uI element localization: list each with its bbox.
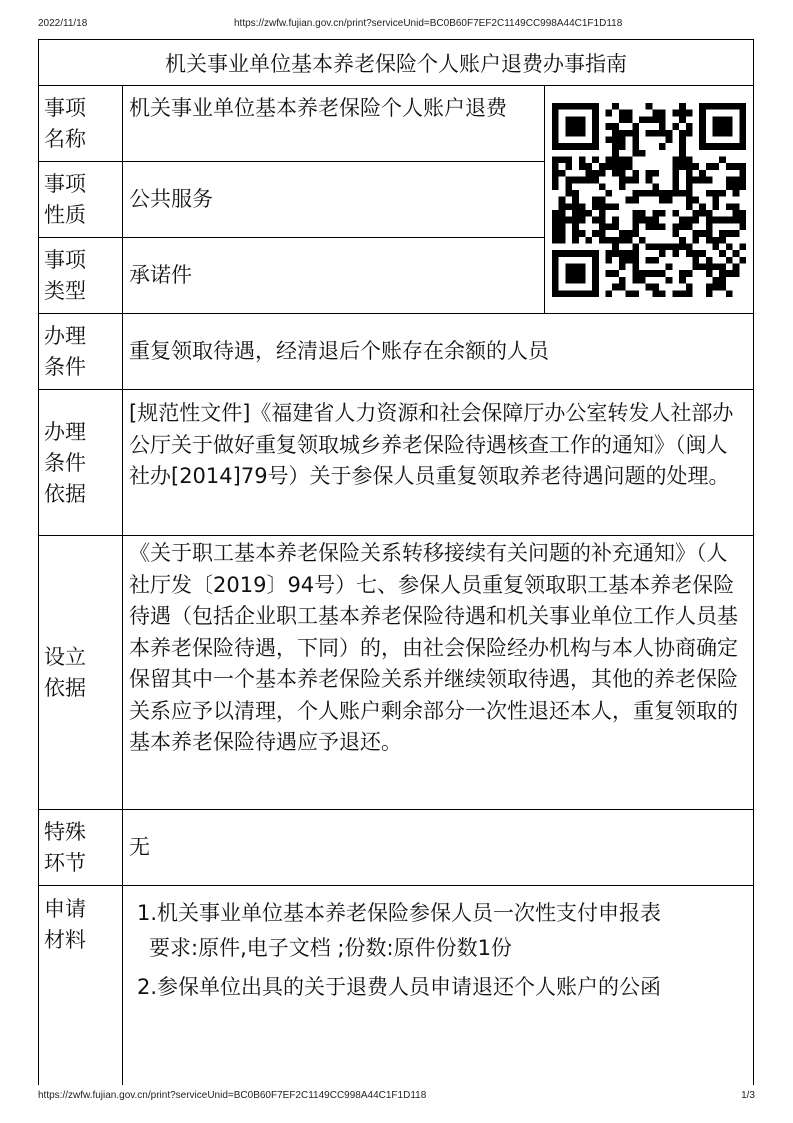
- row-label-condition: 办理条件: [39, 314, 123, 390]
- qr-code-cell: [544, 86, 753, 314]
- print-footer: [38, 1090, 755, 1104]
- row-label-name: 事项名称: [39, 86, 123, 162]
- footer-url[interactable]: https://zwfw.fujian.gov.cn/print?serviceUnid=BC0B60F7EF2C1149CC998A44C1F1D118: [38, 1090, 427, 1101]
- material-item: 1.机关事业单位基本养老保险参保人员一次性支付申报表: [137, 901, 662, 925]
- qr-code-icon[interactable]: [552, 103, 746, 297]
- row-value-nature: 公共服务: [123, 162, 544, 238]
- print-url[interactable]: https://zwfw.fujian.gov.cn/print?serviceUnid=BC0B60F7EF2C1149CC998A44C1F1D118: [234, 18, 623, 29]
- row-label-type: 事项类型: [39, 238, 123, 314]
- page-title: 机关事业单位基本养老保险个人账户退费办事指南: [39, 40, 753, 86]
- row-value-name: 机关事业单位基本养老保险个人账户退费: [123, 86, 544, 162]
- material-item: 2.参保单位出具的关于退费人员申请退还个人账户的公函: [137, 975, 662, 999]
- print-header: [38, 18, 755, 32]
- row-value-type: 承诺件: [123, 238, 544, 314]
- row-value-special: 无: [123, 810, 753, 886]
- row-label-materials: 申请材料: [39, 886, 123, 1085]
- row-label-basis: 办理条件依据: [39, 390, 123, 536]
- row-label-legal: 设立依据: [39, 536, 123, 810]
- row-value-legal: 《关于职工基本养老保险关系转移接续有关问题的补充通知》（人社厅发〔2019〕94号）七、参保人员重复领取职工基本养老保险待遇（包括企业职工基本养老保险待遇和机关事业单位工作人员基本养老保险待遇，下同）的，由社会保险经办机构与本人协商确定保留其中一个基本养老保险关系并继续领取待遇，其他的养老保险关系应予以清理，个人账户剩余部分一次性退还本人，重复领取的基本养老保险待遇应予退还。: [123, 536, 753, 810]
- row-value-basis: [规范性文件]《福建省人力资源和社会保障厅办公室转发人社部办公厅关于做好重复领取城乡养老保险待遇核查工作的通知》（闽人社办[2014]79号）关于参保人员重复领取养老待遇问题的处理。: [123, 390, 753, 536]
- material-requirement: 要求:原件,电子文档 ;份数:原件份数1份: [149, 936, 512, 960]
- row-label-special: 特殊环节: [39, 810, 123, 886]
- guide-table: [38, 39, 754, 1085]
- print-date: 2022/11/18: [38, 18, 88, 29]
- row-label-nature: 事项性质: [39, 162, 123, 238]
- row-value-condition: 重复领取待遇，经清退后个账存在余额的人员: [123, 314, 753, 390]
- page-number: 1/3: [741, 1090, 755, 1101]
- materials-list: [123, 886, 753, 1085]
